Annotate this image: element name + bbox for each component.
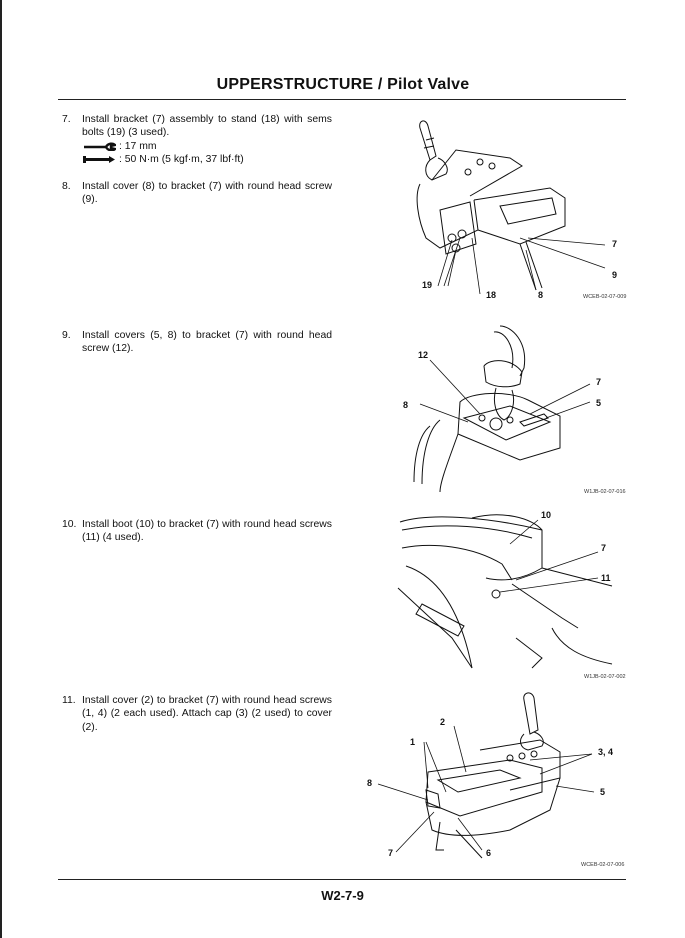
callout-6: 6 bbox=[486, 848, 492, 858]
torque-value: : 50 N·m (5 kgf·m, 37 lbf·ft) bbox=[119, 153, 244, 165]
figure-code: WCEB-02-07-009 bbox=[583, 294, 627, 300]
figure-code: WCEB-02-07-006 bbox=[581, 862, 625, 868]
step-text: Install boot (10) to bracket (7) with round head screws (11) (4 used). bbox=[82, 519, 332, 544]
step-number: 8. bbox=[62, 181, 71, 192]
callout-7: 7 bbox=[601, 543, 607, 553]
wrench-size: : 17 mm bbox=[119, 140, 157, 152]
callout-5: 5 bbox=[600, 787, 606, 797]
figure-code: W1JB-02-07-002 bbox=[584, 674, 626, 680]
callout-10: 10 bbox=[541, 510, 552, 520]
spec-row-torque bbox=[82, 153, 332, 166]
step-number: 10. bbox=[62, 519, 77, 530]
callout-1: 1 bbox=[410, 737, 416, 747]
spec-row-wrench bbox=[82, 140, 332, 153]
header-rule bbox=[58, 99, 626, 100]
figure-code: W1JB-02-07-016 bbox=[584, 489, 626, 495]
page-number: W2-7-9 bbox=[321, 888, 364, 903]
callout-11: 11 bbox=[601, 573, 611, 583]
figure-cover-cap bbox=[360, 690, 630, 872]
callout-12: 12 bbox=[418, 350, 429, 360]
step-9 bbox=[62, 329, 332, 356]
step-8 bbox=[62, 180, 332, 207]
callout-19: 19 bbox=[422, 280, 433, 290]
step-number: 11. bbox=[62, 695, 76, 706]
page-edge bbox=[0, 0, 2, 938]
step-10 bbox=[62, 518, 332, 545]
step-text: Install cover (8) to bracket (7) with round head screw (9). bbox=[82, 181, 332, 206]
step-text: Install covers (5, 8) to bracket (7) with round head screw (12). bbox=[82, 330, 332, 355]
callout-7: 7 bbox=[596, 377, 602, 387]
callout-7: 7 bbox=[388, 848, 394, 858]
step-number: 7. bbox=[62, 114, 71, 125]
callout-8: 8 bbox=[538, 290, 544, 300]
step-7 bbox=[62, 113, 332, 166]
callout-8: 8 bbox=[403, 400, 409, 410]
figure-bracket-assembly bbox=[400, 110, 630, 305]
figure-cover-install bbox=[400, 322, 630, 500]
step-11 bbox=[62, 694, 332, 734]
step-text: Install cover (2) to bracket (7) with round head screws (1, 4) (2 each used). Attach cap (3) (2 used) to cover (2). bbox=[82, 695, 332, 733]
wrench-icon bbox=[82, 141, 116, 151]
step-number: 9. bbox=[62, 330, 71, 341]
callout-18: 18 bbox=[486, 290, 497, 300]
callout-8: 8 bbox=[367, 778, 373, 788]
callout-2: 2 bbox=[440, 717, 446, 727]
callout-3-4: 3, 4 bbox=[598, 747, 614, 757]
callout-5: 5 bbox=[596, 398, 602, 408]
torque-wrench-icon bbox=[82, 154, 116, 164]
callout-9: 9 bbox=[612, 270, 618, 280]
callout-7: 7 bbox=[612, 239, 618, 249]
footer-rule bbox=[58, 879, 626, 880]
page-title: UPPERSTRUCTURE / Pilot Valve bbox=[216, 76, 470, 93]
step-text: Install bracket (7) assembly to stand (18) with sems bolts (19) (3 used). bbox=[82, 114, 332, 139]
figure-boot-install bbox=[392, 508, 630, 682]
